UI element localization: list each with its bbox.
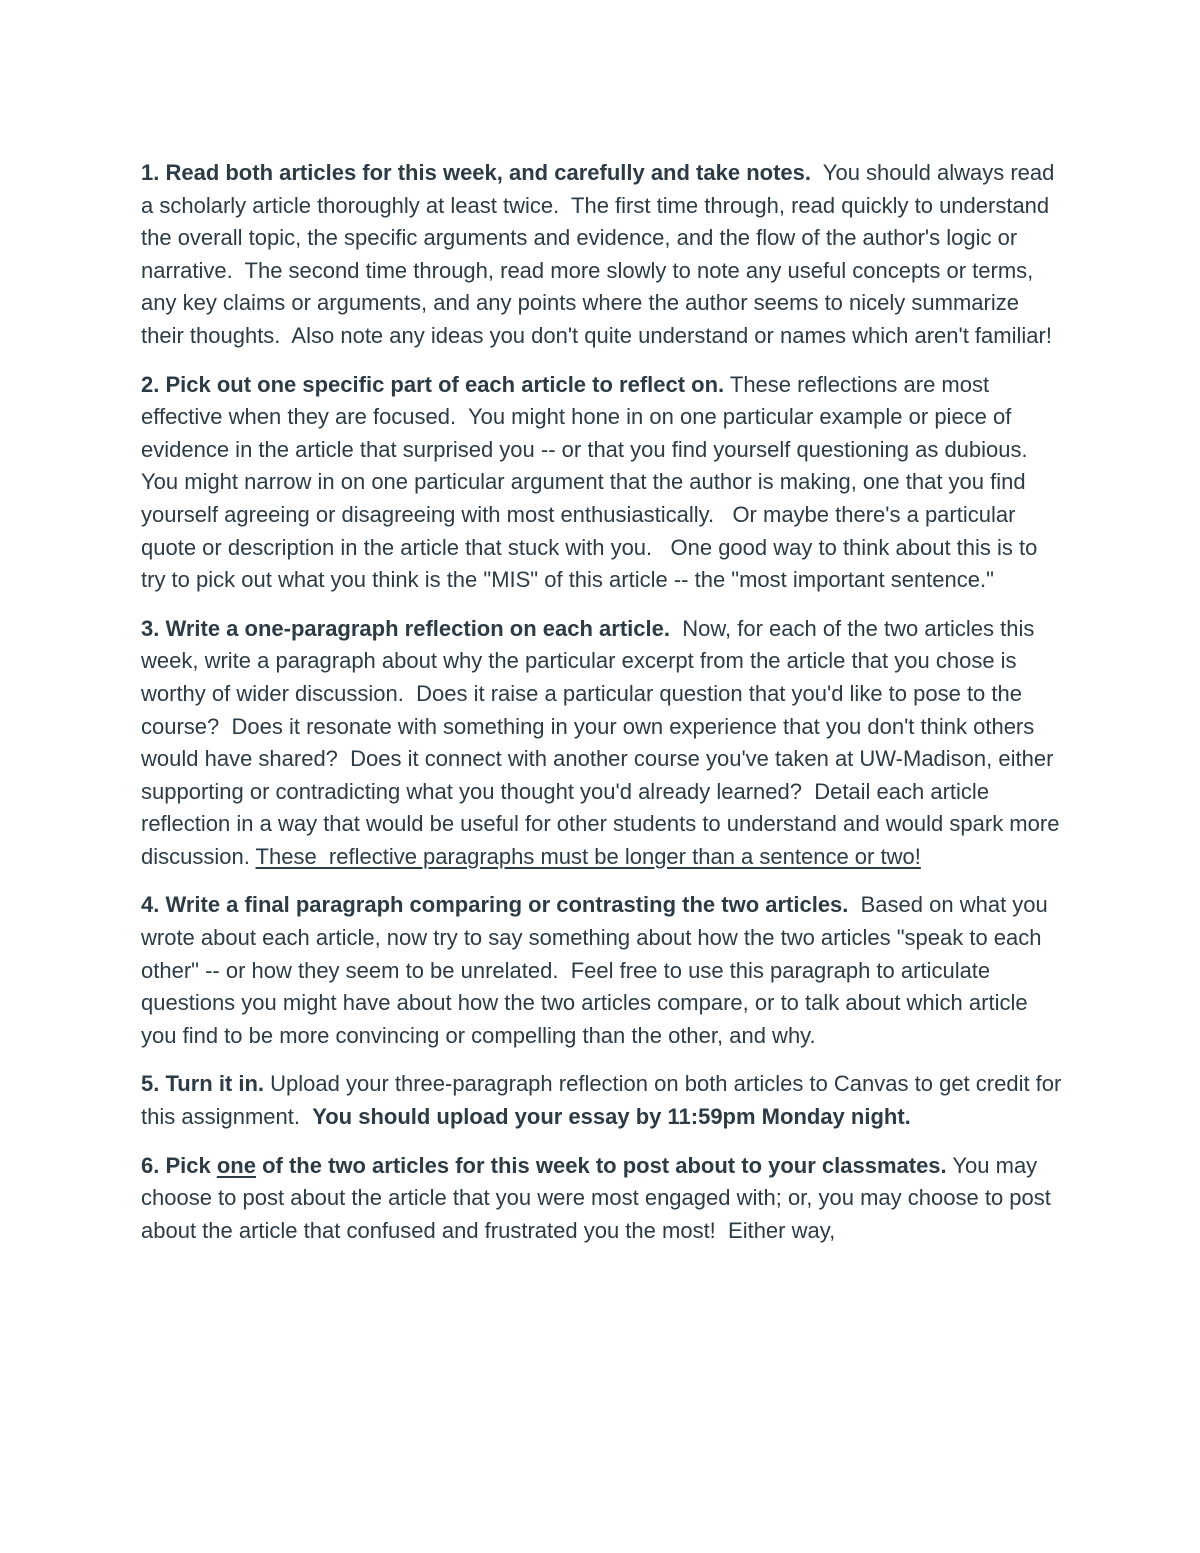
step-4-body: Based on what you wrote about each article, now try to say something about how the two articles "speak to each other" -- or how they seem to be unrelated. Feel free to use this paragraph to articulate questions you might have about how the two articles compare, or to talk about which article you find to be more convincing or compelling than the other, and why. [141,892,1054,1048]
step-2-body: These reflections are most effective when they are focused. You might hone in on one particular example or piece of evidence in the article that surprised you -- or that you find yourself questioning as dubious. You might narrow in on one particular argument that the author is making, one that you find yourself agreeing or disagreeing with most enthusiastically. Or maybe there's a particular quote or description in the article that stuck with you. One good way to think about this is to try to pick out what you think is the "MIS" of this article -- the "most important sentence." [141,371,1046,593]
step-6-body: You may choose to post about the article that you were most engaged with; or, you may choose to post about the article that confused and frustrated you the most! Either way, [141,1152,1057,1243]
step-1-paragraph [141,157,1066,353]
step-1-body: You should always read a scholarly article thoroughly at least twice. The first time through, read quickly to understand the overall topic, the specific arguments and evidence, and the flow of the author's logic or narrative. The second time through, read more slowly to note any useful concepts or terms, any key claims or arguments, and any points where the author seems to nicely summarize their thoughts. Also note any ideas you don't quite understand or names which aren't familiar! [141,160,1061,348]
step-5-paragraph [141,1068,1066,1133]
step-2-paragraph [141,369,1066,597]
step-6-heading-underlined: one [216,1152,256,1178]
step-3-underlined-note: These reflective paragraphs must be longer than a sentence or two! [255,843,921,869]
step-6-heading-start: 6. Pick [141,1152,217,1178]
step-4-paragraph [141,889,1066,1052]
instructions-list [141,157,1066,1263]
step-4-heading: 4. Write a final paragraph comparing or contrasting the two articles. [141,892,849,918]
step-3-paragraph [141,613,1066,874]
step-6-heading [141,1153,947,1178]
step-5-body: Upload your three-paragraph reflection on both articles to Canvas to get credit for this assignment. [141,1071,1068,1130]
step-6-paragraph [141,1150,1066,1248]
step-6-heading-end: of the two articles for this week to post about to your classmates. [255,1152,947,1178]
step-1-heading: 1. Read both articles for this week, and carefully and take notes. [141,160,811,185]
step-2-heading: 2. Pick out one specific part of each article to reflect on. [141,371,725,397]
step-5-deadline: You should upload your essay by 11:59pm Monday night. [312,1104,911,1130]
step-3-body: Now, for each of the two articles this week, write a paragraph about why the particular excerpt from the article that you chose is worthy of wider discussion. Does it raise a particular question that you'd like to pose to the course? Does it resonate with something in your own experience that you don't think others would have shared? Does it connect with another course you've taken at UW-Madison, either supporting or contradicting what you thought you'd already learned? Detail each article reflection in a way that would be useful for other students to understand and would spark more discussion. [141,615,1066,869]
step-3-heading: 3. Write a one-paragraph reflection on each article. [141,615,670,641]
step-5-heading: 5. Turn it in. [141,1071,265,1097]
